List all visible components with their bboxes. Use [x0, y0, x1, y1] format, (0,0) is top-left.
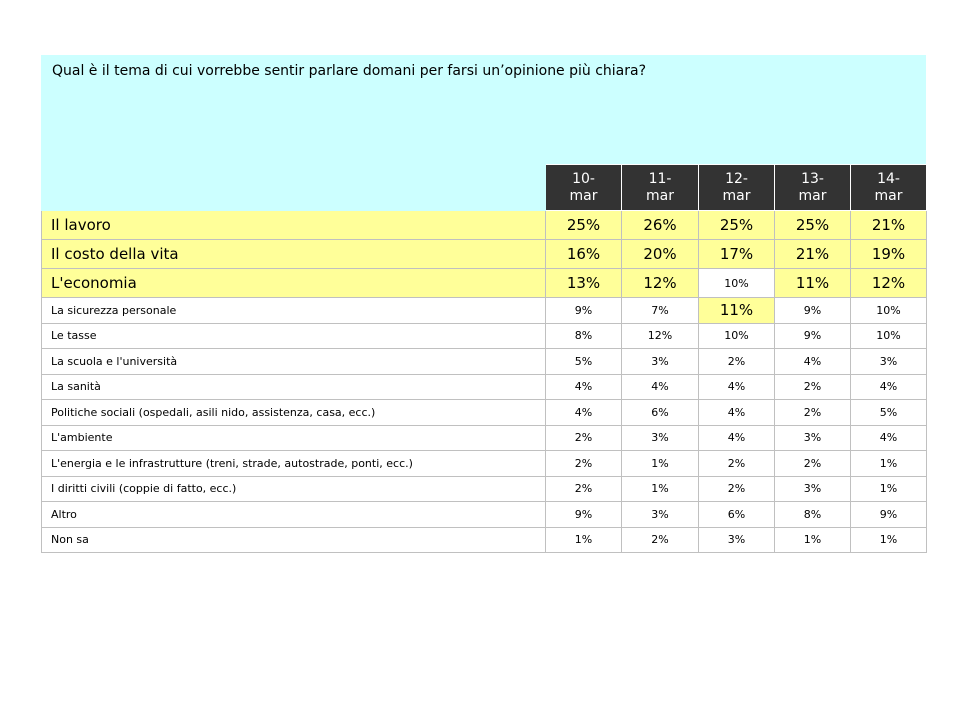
row-label: L'energia e le infrastrutture (treni, strade, autostrade, ponti, ecc.): [42, 451, 546, 477]
header-spacer: [42, 165, 546, 211]
table-row: [42, 425, 927, 451]
row-label: Politiche sociali (ospedali, asili nido, assistenza, casa, ecc.): [42, 400, 546, 426]
table-cell-value: 1%: [851, 527, 927, 553]
table-row: [42, 374, 927, 400]
table-row: [42, 298, 927, 324]
table-cell-value: 11%: [775, 269, 851, 298]
column-header-date: 13- mar: [775, 165, 851, 211]
table-cell-value: 5%: [546, 349, 622, 375]
column-header-date: 10- mar: [546, 165, 622, 211]
table-cell-value: 2%: [546, 476, 622, 502]
table-cell-value: 2%: [775, 400, 851, 426]
table-cell-value: 4%: [622, 374, 699, 400]
table-cell-value: 4%: [546, 400, 622, 426]
table-row: [42, 211, 927, 240]
table-cell-value: 4%: [699, 400, 775, 426]
table-cell-value: 2%: [546, 425, 622, 451]
table-cell-value: 9%: [546, 298, 622, 324]
table-cell-value: 4%: [775, 349, 851, 375]
table-cell-value: 2%: [546, 451, 622, 477]
table-cell-value: 9%: [775, 298, 851, 324]
row-label: I diritti civili (coppie di fatto, ecc.): [42, 476, 546, 502]
table-cell-value: 21%: [851, 211, 927, 240]
table-cell-value: 8%: [546, 323, 622, 349]
table-cell-value: 4%: [851, 425, 927, 451]
row-label: La scuola e l'università: [42, 349, 546, 375]
table-cell-value: 5%: [851, 400, 927, 426]
table-cell-value: 19%: [851, 240, 927, 269]
table-cell-value: 12%: [851, 269, 927, 298]
table-cell-value: 13%: [546, 269, 622, 298]
table-cell-value: 3%: [775, 476, 851, 502]
table-cell-value: 2%: [622, 527, 699, 553]
table-row: [42, 476, 927, 502]
table-cell-value: 7%: [622, 298, 699, 324]
table-cell-value: 17%: [699, 240, 775, 269]
table-cell-value: 1%: [622, 451, 699, 477]
title-block: [41, 55, 926, 164]
table-cell-value: 2%: [699, 476, 775, 502]
table-row: [42, 527, 927, 553]
table-cell-value: 3%: [622, 502, 699, 528]
table-cell-value: 10%: [699, 269, 775, 298]
column-header-date: 11- mar: [622, 165, 699, 211]
table-cell-value: 12%: [622, 269, 699, 298]
column-header-date: 12- mar: [699, 165, 775, 211]
table-cell-value: 26%: [622, 211, 699, 240]
table-cell-value: 10%: [851, 323, 927, 349]
table-title: Qual è il tema di cui vorrebbe sentir parlare domani per farsi un’opinione più chiara?: [52, 63, 647, 79]
table-cell-value: 4%: [699, 425, 775, 451]
table-cell-value: 9%: [851, 502, 927, 528]
table-body: [42, 165, 927, 553]
survey-table: [41, 164, 927, 553]
table-cell-value: 6%: [622, 400, 699, 426]
table-cell-value: 20%: [622, 240, 699, 269]
table-cell-value: 10%: [851, 298, 927, 324]
table-cell-value: 2%: [775, 451, 851, 477]
table-cell-value: 3%: [851, 349, 927, 375]
table-cell-value: 25%: [546, 211, 622, 240]
table-cell-value: 25%: [699, 211, 775, 240]
table-cell-value: 25%: [775, 211, 851, 240]
table-cell-value: 3%: [622, 349, 699, 375]
table-cell-value: 3%: [699, 527, 775, 553]
table-cell-value: 3%: [622, 425, 699, 451]
column-header-date: 14- mar: [851, 165, 927, 211]
table-cell-value: 2%: [699, 451, 775, 477]
table-cell-value: 1%: [851, 451, 927, 477]
table-row: [42, 323, 927, 349]
table-row: [42, 451, 927, 477]
table-cell-value: 1%: [622, 476, 699, 502]
row-label: Le tasse: [42, 323, 546, 349]
table-cell-value: 1%: [851, 476, 927, 502]
table-cell-value: 1%: [775, 527, 851, 553]
table-cell-value: 1%: [546, 527, 622, 553]
table-cell-value: 2%: [775, 374, 851, 400]
table-cell-value: 4%: [699, 374, 775, 400]
survey-table-container: [41, 55, 926, 553]
table-cell-value: 21%: [775, 240, 851, 269]
row-label: L'ambiente: [42, 425, 546, 451]
table-cell-value: 3%: [775, 425, 851, 451]
table-cell-value: 11%: [699, 298, 775, 324]
table-row: [42, 400, 927, 426]
table-row: [42, 269, 927, 298]
table-cell-value: 8%: [775, 502, 851, 528]
table-row: [42, 349, 927, 375]
row-label: La sanità: [42, 374, 546, 400]
table-cell-value: 9%: [546, 502, 622, 528]
table-cell-value: 16%: [546, 240, 622, 269]
table-row: [42, 240, 927, 269]
table-cell-value: 4%: [851, 374, 927, 400]
table-cell-value: 9%: [775, 323, 851, 349]
row-label: Il lavoro: [42, 211, 546, 240]
row-label: Non sa: [42, 527, 546, 553]
row-label: La sicurezza personale: [42, 298, 546, 324]
table-row: [42, 502, 927, 528]
table-cell-value: 6%: [699, 502, 775, 528]
table-cell-value: 4%: [546, 374, 622, 400]
table-cell-value: 2%: [699, 349, 775, 375]
table-cell-value: 12%: [622, 323, 699, 349]
row-label: Il costo della vita: [42, 240, 546, 269]
row-label: Altro: [42, 502, 546, 528]
header-row: [42, 165, 927, 211]
table-cell-value: 10%: [699, 323, 775, 349]
row-label: L'economia: [42, 269, 546, 298]
